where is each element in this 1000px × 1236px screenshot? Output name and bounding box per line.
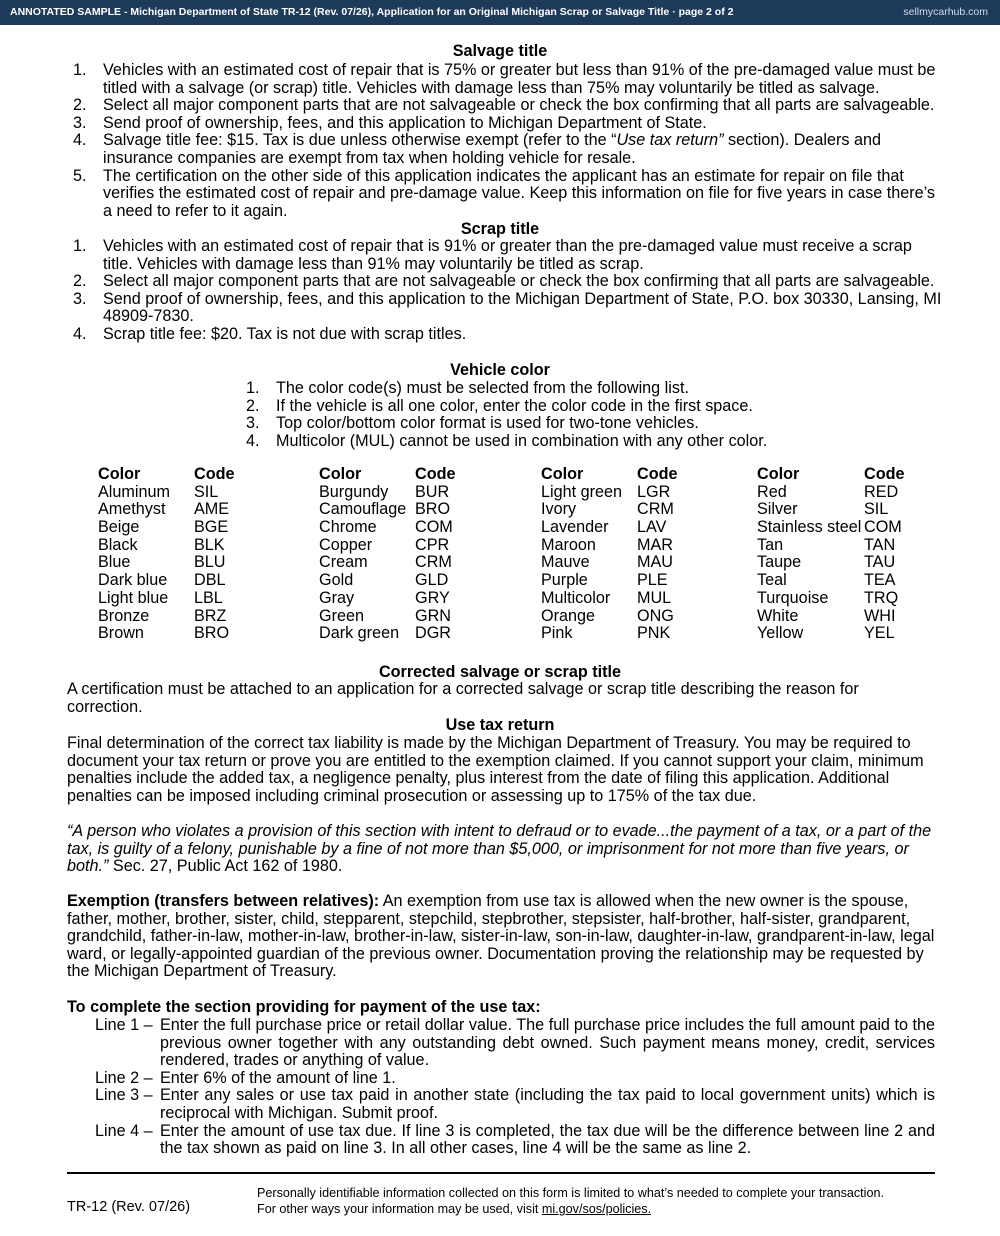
color-code: WHI — [864, 606, 896, 625]
list-item: 2. Select all major component parts that are not salvageable or check the box confirming that all parts are salvageable. — [73, 96, 935, 115]
color-name: Beige — [98, 518, 140, 537]
color-code: MAU — [637, 553, 673, 572]
color-name: Green — [319, 606, 364, 625]
banner-title: ANNOTATED SAMPLE - Michigan Department of State TR-12 (Rev. 07/26), Application for an Original Michigan Scrap or Salvage Title · page 2 of 2 — [10, 6, 734, 18]
color-name: Blue — [98, 553, 131, 572]
list-item: 4. Multicolor (MUL) cannot be used in combination with any other color. — [246, 431, 768, 450]
color-code: BRZ — [194, 606, 227, 625]
color-code: TEA — [864, 571, 896, 590]
color-code: DGR — [415, 624, 451, 643]
use-tax-lines — [95, 1017, 935, 1158]
vehicle-color-list — [246, 380, 846, 450]
use-tax-line: Line 2 – Enter 6% of the amount of line 1. — [95, 1068, 396, 1087]
color-header: Color — [757, 465, 800, 483]
color-name: Silver — [757, 500, 798, 519]
color-name: Teal — [757, 571, 787, 590]
color-name: Cream — [319, 553, 368, 572]
color-name: Amethyst — [98, 500, 166, 519]
color-name: Purple — [541, 571, 588, 590]
list-item: 5. The certification on the other side of this application indicates the applicant has an estimate for repair on file that verifies the estimated cost of repair and pre-damage value. Keep this information on file for five years in case there’s a need to refer to it again. — [73, 166, 935, 220]
color-name: Turquoise — [757, 588, 829, 607]
banner-site: sellmycarhub.com — [903, 6, 988, 18]
color-code: BLU — [194, 553, 226, 572]
color-code: ONG — [637, 606, 674, 625]
color-header: Color — [541, 465, 584, 483]
color-code: MAR — [637, 535, 673, 554]
salvage-title-heading: Salvage title — [452, 42, 548, 60]
use-tax-line: Line 1 – Enter the full purchase price or retail dollar value. The full purchase price includes the full amount paid to the previous owner together with any outstanding debt owned. Such payment means money, credit, services rendered, trades or anything of value. — [95, 1016, 935, 1070]
color-code: YEL — [864, 624, 895, 643]
color-name: Pink — [541, 624, 573, 643]
color-code: LBL — [194, 588, 223, 607]
color-name: Gray — [319, 588, 355, 607]
salvage-list — [73, 62, 943, 220]
corrected-text: A certification must be attached to an application for a corrected salvage or scrap title describing the reason for correction. — [67, 680, 859, 716]
color-name: Light green — [541, 482, 623, 501]
form-number: TR-12 (Rev. 07/26) — [67, 1199, 191, 1215]
color-name: Ivory — [541, 500, 577, 519]
code-header: Code — [415, 465, 456, 483]
list-item: 1. Vehicles with an estimated cost of repair that is 75% or greater but less than 91% of the pre-damaged value must be titled with a salvage (or scrap) title. Vehicles with damage less than 75% may voluntarily be titled as salvage. — [73, 61, 936, 97]
code-header: Code — [864, 465, 905, 483]
color-code: MUL — [637, 588, 672, 607]
color-code: BUR — [415, 482, 450, 501]
color-code: TRQ — [864, 588, 899, 607]
color-name: Stainless steel — [757, 518, 862, 537]
color-code: TAU — [864, 553, 896, 572]
color-code: AME — [194, 500, 230, 519]
scrap-title-heading: Scrap title — [460, 220, 540, 238]
color-code: LGR — [637, 482, 671, 501]
color-name: Copper — [319, 535, 373, 554]
color-name: Dark blue — [98, 571, 168, 590]
color-name: Aluminum — [98, 482, 170, 501]
color-name: Maroon — [541, 535, 596, 554]
list-item: 3. Top color/bottom color format is used for two-tone vehicles. — [246, 414, 699, 433]
color-header: Color — [98, 465, 141, 483]
use-tax-line: Line 3 – Enter any sales or use tax paid in another state (including the tax paid to local government units) which is reciprocal with Michigan. Submit proof. — [95, 1086, 935, 1122]
color-code: BLK — [194, 535, 225, 554]
color-code: SIL — [194, 482, 219, 501]
color-name: Lavender — [541, 518, 609, 537]
list-item: 1. The color code(s) must be selected from the following list. — [246, 379, 689, 397]
privacy-line-2: For other ways your information may be used, visit mi.gov/sos/policies. — [257, 1202, 652, 1216]
complete-section-label: To complete the section providing for payment of the use tax: — [67, 998, 541, 1016]
color-name: Mauve — [541, 553, 590, 572]
color-code: BRO — [194, 624, 230, 643]
use-tax-line: Line 4 – Enter the amount of use tax due. If line 3 is completed, the tax due will be the difference between line 2 and the tax shown as paid on line 3. In all other cases, line 4 will be the same as line 2. — [95, 1121, 935, 1158]
list-item: 4. Scrap title fee: $20. Tax is not due with scrap titles. — [73, 324, 467, 343]
color-code: CRM — [415, 553, 452, 572]
color-code: PNK — [637, 624, 671, 643]
color-name: Multicolor — [541, 588, 611, 607]
list-item: 3. Send proof of ownership, fees, and this application to Michigan Department of State. — [73, 113, 707, 132]
list-item: 1. Vehicles with an estimated cost of repair that is 91% or greater than the pre-damaged value must receive a scrap title. Vehicles with damage less than 91% may voluntarily be titled as scrap. — [73, 237, 912, 273]
color-code: SIL — [864, 500, 889, 519]
vehicle-color-heading: Vehicle color — [450, 361, 550, 379]
list-item: 3. Send proof of ownership, fees, and this application to the Michigan Department of State, P.O. box 30330, Lansing, MI 48909-7830. — [73, 289, 942, 326]
policies-link[interactable]: mi.gov/sos/policies. — [541, 1202, 652, 1216]
statute-quote: “A person who violates a provision of this section with intent to defraud or to evade...the payment of a tax, or a part of the tax, is guilty of a felony, punishable by a fine of not more than $5,000, or imprisonment for not more than five years, or both.” Sec. 27, Public Act 162 of 1980. — [67, 822, 932, 876]
use-tax-text: Final determination of the correct tax liability is made by the Michigan Department of Treasury. You may be required to document your tax return or prove you are entitled to the exemption claimed. If you cannot support your claim, minimum penalties include the added tax, a negligence penalty, plus interest from the date of filing this application. Additional penalties can be imposed including criminal prosecution or assessing up to 175% of the tax due. — [67, 734, 924, 805]
color-code: CRM — [637, 500, 674, 519]
color-name: Taupe — [757, 553, 802, 572]
color-header: Color — [319, 465, 362, 483]
corrected-title-heading: Corrected salvage or scrap title — [378, 663, 621, 681]
color-code: COM — [864, 518, 902, 537]
privacy-notice — [257, 1185, 957, 1217]
top-banner — [0, 0, 1000, 25]
color-code: BGE — [194, 518, 229, 537]
color-name: Bronze — [98, 606, 150, 625]
color-name: Tan — [757, 535, 784, 554]
color-name: Camouflage — [319, 500, 407, 519]
color-name: Yellow — [757, 624, 804, 643]
color-code: GLD — [415, 571, 449, 590]
code-header: Code — [194, 465, 235, 483]
color-name: Red — [757, 482, 787, 501]
color-name: Brown — [98, 624, 144, 643]
color-code: LAV — [637, 518, 667, 537]
color-code: BRO — [415, 500, 451, 519]
color-code: COM — [415, 518, 453, 537]
color-code: DBL — [194, 571, 226, 590]
list-item: 2. Select all major component parts that are not salvageable or check the box confirming that all parts are salvageable. — [73, 272, 935, 291]
exemption-paragraph: Exemption (transfers between relatives): An exemption from use tax is allowed when the new owner is the spouse, father, mother, brother, sister, child, stepparent, stepchild, stepbrother, stepsister, half-brother, half-sister, grandparent, grandchild, father-in-law, mother-in-law, brother-in-law, sister-in-law, son-in-law, daughter-in-law, grandparent-in-law, legal ward, or legally-appointed guardian of the previous owner. Documentation proving the relationship may be requested by the Michigan Department of Treasury. — [67, 892, 935, 981]
use-tax-heading: Use tax return — [445, 716, 555, 734]
color-name: Light blue — [98, 588, 169, 607]
scrap-list — [73, 238, 943, 344]
code-header: Code — [637, 465, 678, 483]
color-name: Dark green — [319, 624, 400, 643]
color-name: Burgundy — [319, 482, 389, 501]
color-code: RED — [864, 482, 899, 501]
color-code: TAN — [864, 535, 896, 554]
footer-divider — [67, 1172, 935, 1174]
color-name: Gold — [319, 571, 354, 590]
color-code: GRN — [415, 606, 451, 625]
list-item: 4. Salvage title fee: $15. Tax is due unless otherwise exempt (refer to the “Use tax return” section). Dealers and insurance companies are exempt from tax when holding vehicle for resale. — [73, 131, 882, 167]
color-name: White — [757, 606, 799, 625]
color-name: Chrome — [319, 518, 377, 537]
privacy-line-1: Personally identifiable information collected on this form is limited to what’s needed to complete your transaction. — [257, 1186, 884, 1200]
color-code: CPR — [415, 535, 450, 554]
color-code: GRY — [415, 588, 450, 607]
list-item: 2. If the vehicle is all one color, enter the color code in the first space. — [246, 396, 753, 415]
color-code: PLE — [637, 571, 668, 590]
color-name: Orange — [541, 606, 595, 625]
color-name: Black — [98, 535, 138, 554]
